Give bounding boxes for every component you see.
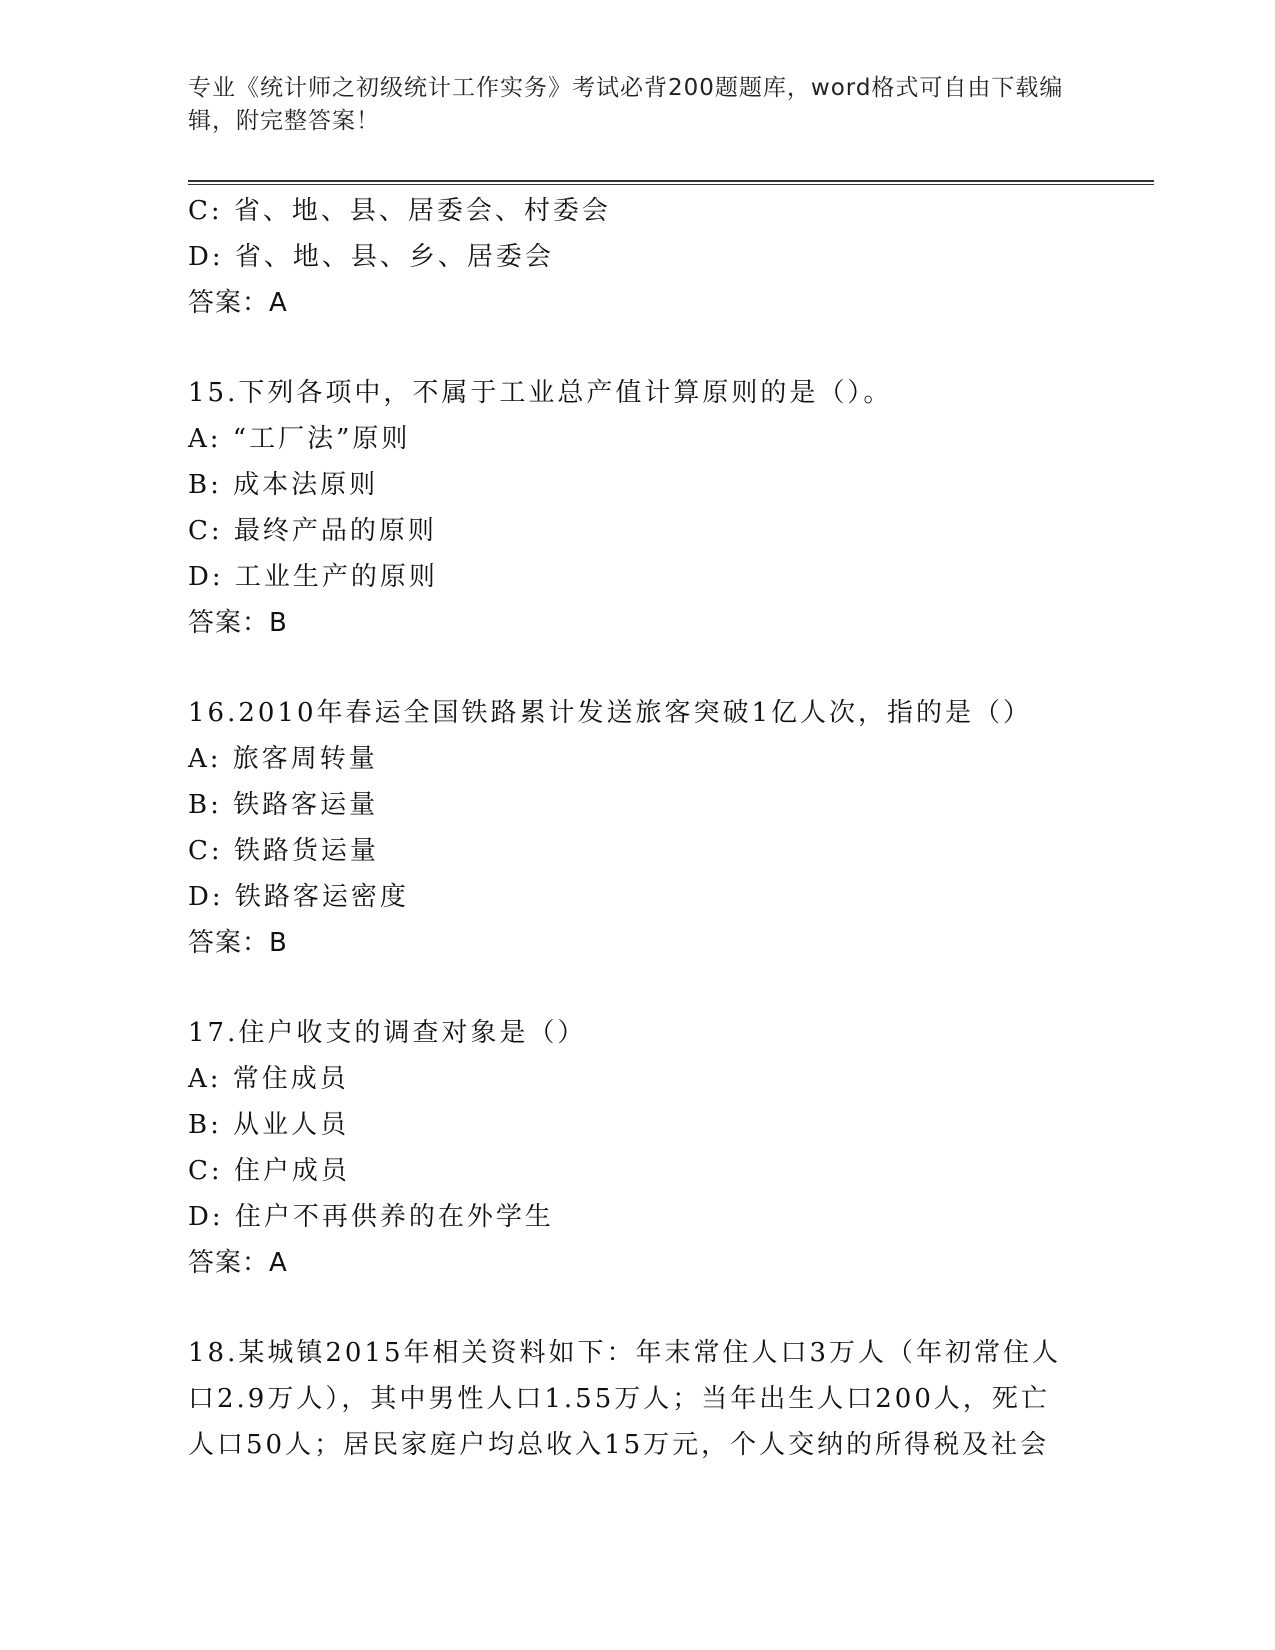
answer: 答案：A xyxy=(188,288,288,318)
answer: 答案：B xyxy=(188,928,288,958)
option-a: A: “工厂法”原则 xyxy=(188,424,411,454)
option-d: D: 省、地、县、乡、居委会 xyxy=(188,242,554,272)
answer: 答案：B xyxy=(188,608,288,638)
option-b: B: 从业人员 xyxy=(188,1110,350,1140)
option-d: D: 住户不再供养的在外学生 xyxy=(188,1202,554,1232)
question-list xyxy=(188,188,1088,1468)
question-14-tail xyxy=(188,188,1088,326)
option-d: D: 铁路客运密度 xyxy=(188,882,409,912)
option-d: D: 工业生产的原则 xyxy=(188,562,438,592)
option-c: C: 铁路货运量 xyxy=(188,836,379,866)
question-17 xyxy=(188,1010,1088,1286)
document-header: 专业《统计师之初级统计工作实务》考试必背200题题库，word格式可自由下载编辑，附完整答案！ xyxy=(188,75,1064,134)
option-c: C: 最终产品的原则 xyxy=(188,516,437,546)
question-text: 16.2010年春运全国铁路累计发送旅客突破1亿人次，指的是（） xyxy=(188,698,1033,728)
question-18 xyxy=(188,1330,1088,1468)
header-divider-thin xyxy=(188,184,1154,185)
header-divider xyxy=(188,180,1154,182)
option-a: A: 旅客周转量 xyxy=(188,744,378,774)
option-b: B: 铁路客运量 xyxy=(188,790,379,820)
question-16 xyxy=(188,690,1088,966)
answer: 答案：A xyxy=(188,1248,288,1278)
option-a: A: 常住成员 xyxy=(188,1064,349,1094)
option-b: B: 成本法原则 xyxy=(188,470,379,500)
question-text: 15.下列各项中，不属于工业总产值计算原则的是（）。 xyxy=(188,378,893,408)
question-15 xyxy=(188,370,1088,646)
option-c: C: 省、地、县、居委会、村委会 xyxy=(188,196,611,226)
option-c: C: 住户成员 xyxy=(188,1156,350,1186)
question-text: 17.住户收支的调查对象是（） xyxy=(188,1018,587,1048)
question-text: 18.某城镇2015年相关资料如下：年末常住人口3万人（年初常住人口2.9万人），其中男性人口1.55万人；当年出生人口200人，死亡人口50人；居民家庭户均总收入15万元，个人交纳的所得税及社会 xyxy=(188,1338,1062,1460)
